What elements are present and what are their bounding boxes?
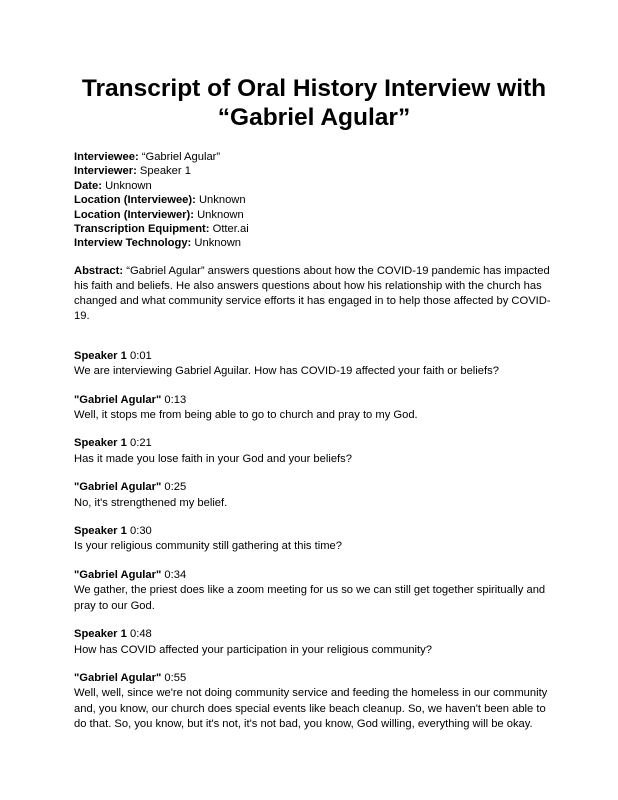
meta-label: Location (Interviewee): <box>74 194 196 207</box>
utterance: Is your religious community still gathering at this time? <box>74 540 342 553</box>
meta-label: Transcription Equipment: <box>74 223 210 236</box>
utterance: Has it made you lose faith in your God and your beliefs? <box>74 452 352 465</box>
timestamp: 0:48 <box>126 628 152 641</box>
meta-label: Interview Technology: <box>74 237 192 250</box>
speaker-name: Speaker 1 <box>74 525 127 538</box>
utterance: How has COVID affected your participation in your religious community? <box>74 643 432 656</box>
abstract-label: Abstract: <box>74 264 124 277</box>
document-title <box>64 74 564 132</box>
utterance: We are interviewing Gabriel Aguilar. How has COVID-19 affected your faith or beliefs? <box>74 364 499 377</box>
meta-value: Otter.ai <box>209 223 249 236</box>
transcript-turn <box>74 480 554 510</box>
transcript-turn <box>74 393 554 423</box>
title-line-1: Transcript of Oral History Interview with <box>81 75 547 102</box>
transcript-turn <box>74 436 554 466</box>
meta-date <box>74 179 554 193</box>
utterance: Well, well, since we're not doing community service and feeding the homeless in our community and, you know, our church does special events like beach cleanup. So, we haven't been able to do that. So, you know, but it's not, it's not bad, you know, God willing, everything will be okay. <box>74 687 548 730</box>
meta-interviewee <box>74 150 554 164</box>
abstract-text: “Gabriel Agular” answers questions about how the COVID-19 pandemic has impacted his faith and beliefs. He also answers questions about how his relationship with the church has changed and what community service efforts it has engaged in to help those affected by COVID-19. <box>74 264 551 323</box>
timestamp: 0:21 <box>126 437 152 450</box>
speaker-name: "Gabriel Agular" <box>74 672 162 685</box>
transcript-turn <box>74 671 554 732</box>
transcript-body <box>74 349 554 732</box>
speaker-name: "Gabriel Agular" <box>74 569 162 582</box>
abstract <box>74 264 554 325</box>
meta-value: “Gabriel Agular” <box>141 151 221 163</box>
timestamp: 0:25 <box>161 481 187 494</box>
meta-label: Location (Interviewer): <box>74 208 194 221</box>
transcript-turn <box>74 568 554 614</box>
utterance: We gather, the priest does like a zoom meeting for us so we can still get together spiritually and pray to our God. <box>74 584 546 612</box>
timestamp: 0:01 <box>126 349 152 362</box>
meta-interview-technology <box>74 236 554 250</box>
title-line-2: “Gabriel Agular” <box>217 104 411 131</box>
speaker-name: "Gabriel Agular" <box>74 393 162 406</box>
meta-label: Date: <box>74 179 102 192</box>
transcript-turn <box>74 627 554 657</box>
meta-location-interviewer <box>74 208 554 222</box>
timestamp: 0:34 <box>161 569 187 582</box>
interview-metadata <box>74 150 554 251</box>
meta-label: Interviewee: <box>74 151 142 163</box>
meta-value: Speaker 1 <box>136 165 191 178</box>
utterance: No, it's strengthened my belief. <box>74 496 228 509</box>
speaker-name: Speaker 1 <box>74 437 127 450</box>
timestamp: 0:30 <box>126 525 152 538</box>
timestamp: 0:13 <box>161 393 187 406</box>
speaker-name: "Gabriel Agular" <box>74 481 162 494</box>
meta-label: Interviewer: <box>74 165 137 178</box>
timestamp: 0:55 <box>161 672 187 685</box>
meta-interviewer <box>74 164 554 178</box>
meta-location-interviewee <box>74 193 554 207</box>
meta-transcription-equipment <box>74 222 554 236</box>
utterance: Well, it stops me from being able to go to church and pray to my God. <box>74 408 418 421</box>
transcript-turn <box>74 524 554 554</box>
meta-value: Unknown <box>195 194 246 207</box>
transcript-turn <box>74 349 554 379</box>
meta-value: Unknown <box>101 179 152 192</box>
meta-value: Unknown <box>193 208 244 221</box>
speaker-name: Speaker 1 <box>74 349 127 362</box>
speaker-name: Speaker 1 <box>74 628 127 641</box>
transcript-page <box>74 74 554 746</box>
meta-value: Unknown <box>191 237 242 250</box>
